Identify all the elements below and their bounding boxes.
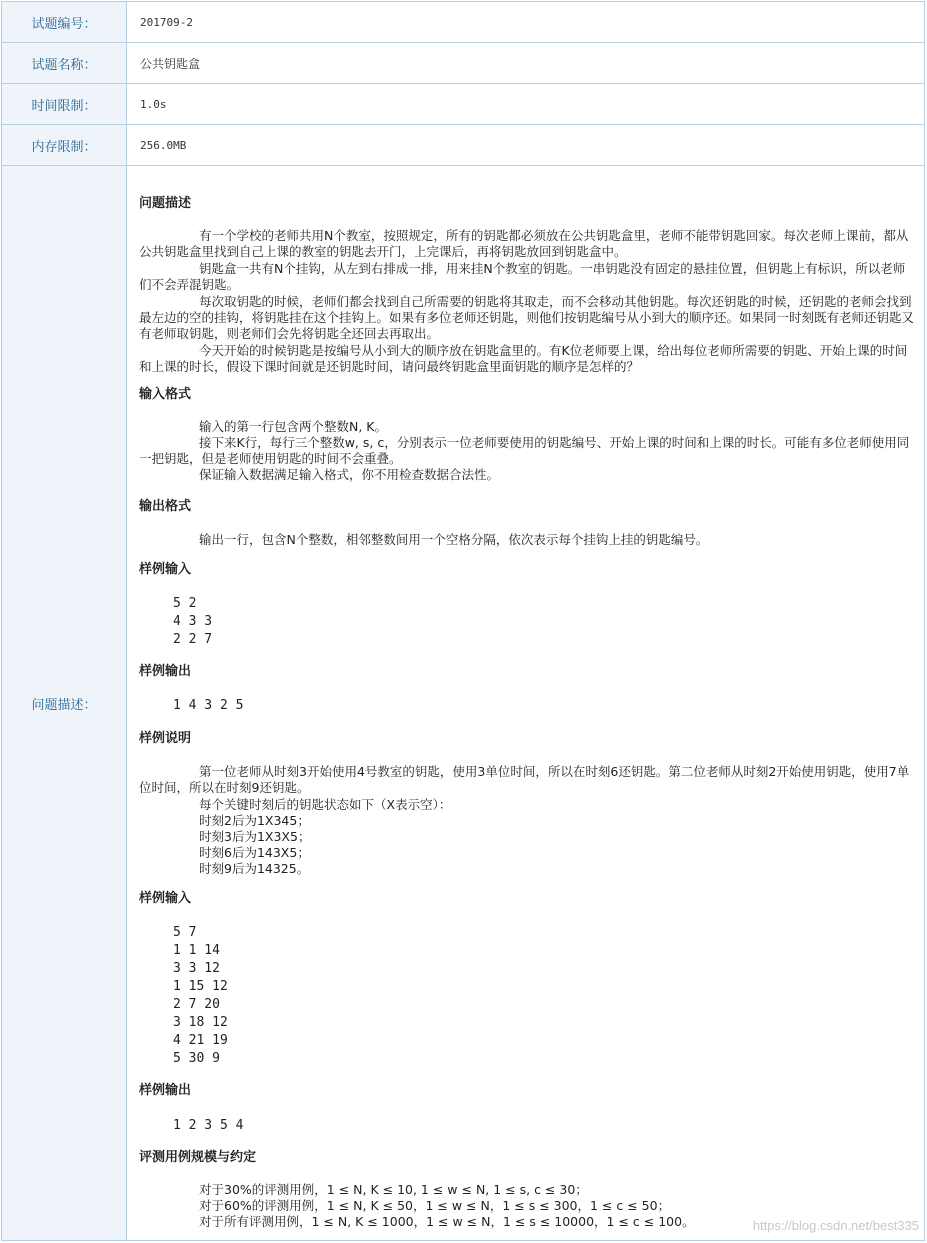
explain-line-3: 时刻3后为1X3X5； [199,829,311,844]
section-title-description: 问题描述 [139,196,192,211]
output-paragraph-1: 输出一行，包含N个整数，相邻整数间用一个空格分隔，依次表示每个挂钩上挂的钥匙编号。 [199,532,709,547]
input-paragraph-2: 接下来K行，每行三个整数w, s, c，分别表示一位老师要使用的钥匙编号、开始上课的时间和上课的时长。可能有多位老师使用同一把钥匙，但是老师使用钥匙的时间不会重叠。 [139,435,910,466]
label-description: 问题描述： [2,166,127,1240]
value-problem-id: 201709-2 [140,15,193,29]
scale-line-3: 对于所有评测用例，1 ≤ N, K ≤ 1000，1 ≤ w ≤ N，1 ≤ s ≤ 10000，1 ≤ c ≤ 100。 [199,1214,695,1229]
sample-input-2: 5 7 1 1 14 3 3 12 1 15 12 2 7 20 3 18 12 4 21 19 5 30 9 [173,925,228,1066]
input-paragraph-3: 保证输入数据满足输入格式，你不用检查数据合法性。 [199,467,500,482]
desc-paragraph-1: 有一个学校的老师共用N个教室，按照规定，所有的钥匙都必须放在公共钥匙盒里，老师不能带钥匙回家。每次老师上课前，都从公共钥匙盒里找到自己上课的教室的钥匙去开门，上完课后，再将钥匙放回到钥匙盒中。 [139,228,909,259]
section-title-sample-input-2: 样例输入 [139,891,192,906]
sample-output-1: 1 4 3 2 5 [173,698,244,713]
input-paragraph-1: 输入的第一行包含两个整数N, K。 [199,419,387,434]
section-title-sample-explanation: 样例说明 [139,731,192,746]
scale-line-1: 对于30%的评测用例，1 ≤ N, K ≤ 10, 1 ≤ w ≤ N, 1 ≤ s, c ≤ 30； [199,1182,588,1197]
explain-line-4: 时刻6后为143X5； [199,845,310,860]
label-problem-id: 试题编号： [2,2,127,42]
section-title-sample-output-2: 样例输出 [139,1083,192,1098]
row-problem-id [2,2,924,43]
watermark: https://blog.csdn.net/best335 [752,1218,919,1233]
scale-line-2: 对于60%的评测用例，1 ≤ N, K ≤ 50，1 ≤ w ≤ N，1 ≤ s ≤ 300，1 ≤ c ≤ 50； [199,1198,671,1213]
desc-paragraph-4: 今天开始的时候钥匙是按编号从小到大的顺序放在钥匙盒里的。有K位老师要上课，给出每位老师所需要的钥匙、开始上课的时间和上课的时长，假设下课时间就是还钥匙时间，请问最终钥匙盒里面钥匙的顺序是怎样的？ [139,343,908,374]
section-title-input: 输入格式 [139,387,192,402]
desc-paragraph-3: 每次取钥匙的时候，老师们都会找到自己所需要的钥匙将其取走，而不会移动其他钥匙。每次还钥匙的时候，还钥匙的老师会找到最左边的空的挂钩，将钥匙挂在这个挂钩上。如果有多位老师还钥匙，则他们按钥匙编号从小到大的顺序还。如果同一时刻既有老师还钥匙又有老师取钥匙，则老师们会先将钥匙全还回去再取出。 [139,294,915,341]
sample-output-2: 1 2 3 5 4 [173,1118,244,1133]
label-problem-name: 试题名称： [2,43,127,83]
desc-paragraph-2: 钥匙盒一共有N个挂钩，从左到右排成一排，用来挂N个教室的钥匙。一串钥匙没有固定的悬挂位置，但钥匙上有标识，所以老师们不会弄混钥匙。 [139,261,906,292]
sample-input-1: 5 2 4 3 3 2 2 7 [173,596,213,647]
explain-line-1: 每个关键时刻后的钥匙状态如下（X表示空）： [199,797,452,812]
explain-paragraph-1: 第一位老师从时刻3开始使用4号教室的钥匙，使用3单位时间，所以在时刻6还钥匙。第二位老师从时刻2开始使用钥匙，使用7单位时间，所以在时刻9还钥匙。 [139,764,910,795]
section-title-output: 输出格式 [139,499,192,514]
row-problem-name [2,43,924,84]
section-title-sample-output-1: 样例输出 [139,664,192,679]
label-memory-limit: 内存限制： [2,125,127,165]
section-title-scale: 评测用例规模与约定 [139,1150,257,1165]
problem-table [1,1,925,1241]
row-memory-limit [2,125,924,166]
explain-line-5: 时刻9后为14325。 [199,861,310,876]
section-title-sample-input-1: 样例输入 [139,562,192,577]
row-time-limit [2,84,924,125]
value-problem-name: 公共钥匙盒 [140,56,201,71]
row-description [2,166,924,1240]
value-memory-limit: 256.0MB [140,138,187,152]
value-time-limit: 1.0s [140,97,167,111]
explain-line-2: 时刻2后为1X345； [199,813,310,828]
label-time-limit: 时间限制： [2,84,127,124]
